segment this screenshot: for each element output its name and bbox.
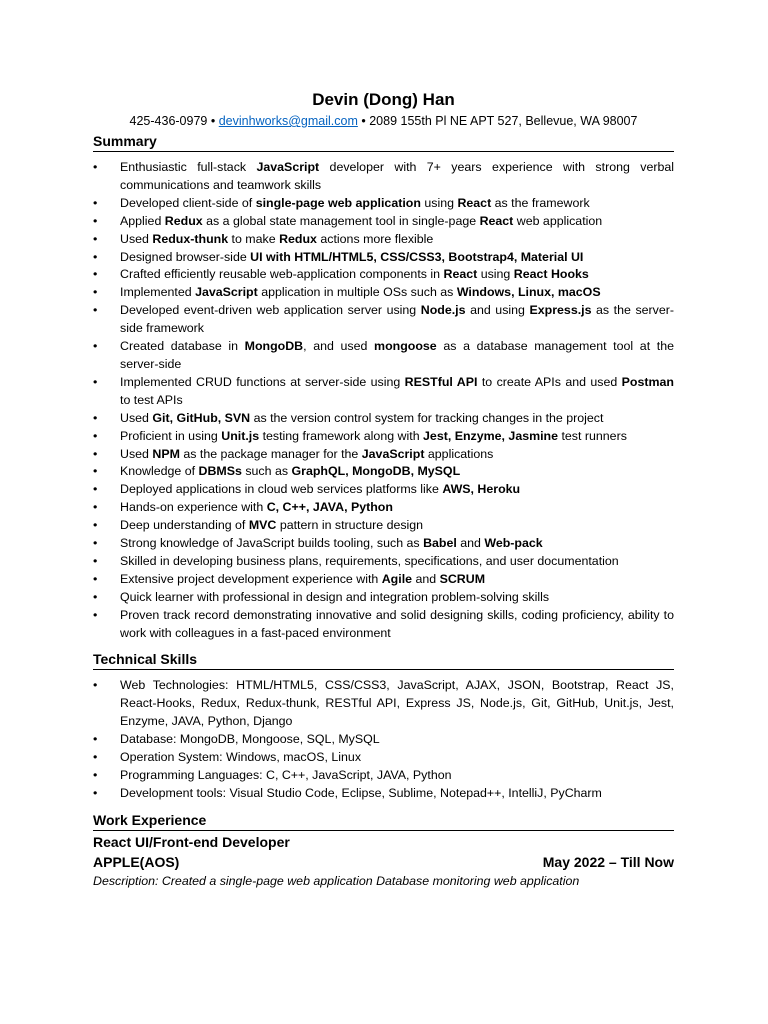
bullet-icon: •	[93, 410, 98, 425]
resume-name: Devin (Dong) Han	[312, 90, 455, 109]
bullet-text-bold: C, C++, JAVA, Python	[266, 500, 393, 515]
bullet-text: Created database in	[120, 339, 245, 354]
bullet-icon: •	[93, 303, 98, 318]
bullet-text: Deep understanding of	[120, 518, 249, 533]
bullet-text: Development tools: Visual Studio Code, Eclipse, Sublime, Notepad++, IntelliJ, PyCharm	[120, 785, 602, 800]
bullet-text: such as	[241, 464, 292, 479]
bullet-text-bold: mongoose	[374, 339, 437, 354]
bullet-text-bold: Redux	[279, 231, 317, 246]
bullet-icon: •	[93, 249, 98, 264]
bullet-icon: •	[93, 195, 98, 210]
bullet-text: Developed event-driven web application server using	[120, 303, 421, 318]
bullet-icon: •	[93, 785, 98, 800]
bullet-text: using	[477, 267, 514, 282]
bullet-text: Database: MongoDB, Mongoose, SQL, MySQL	[120, 732, 380, 747]
bullet-text: to test APIs	[120, 392, 183, 407]
bullet-text-bold: UI with HTML/HTML5, CSS/CSS3, Bootstrap4, Material UI	[250, 249, 584, 264]
bullet-item	[93, 159, 674, 195]
bullet-item	[93, 249, 674, 267]
bullet-icon: •	[93, 518, 98, 533]
bullet-item	[93, 589, 674, 607]
bullet-text-bold: Git, GitHub, SVN	[152, 410, 251, 425]
bullet-icon: •	[93, 464, 98, 479]
bullet-text: and using	[465, 303, 530, 318]
bullet-text: Hands-on experience with	[120, 500, 267, 515]
bullet-text: test runners	[558, 428, 627, 443]
job-dates: May 2022 – Till Now	[542, 853, 674, 870]
bullet-item	[93, 785, 674, 803]
bullet-icon: •	[93, 607, 98, 622]
bullet-text: to create APIs and used	[477, 374, 622, 389]
bullet-text-bold: JavaScript	[195, 285, 258, 300]
bullet-item	[93, 446, 674, 464]
bullet-text: testing framework along with	[259, 428, 424, 443]
bullet-text-bold: MVC	[248, 518, 277, 533]
bullet-icon: •	[93, 589, 98, 604]
bullet-text-bold: JavaScript	[256, 160, 320, 174]
bullet-text-bold: Unit.js	[221, 428, 260, 443]
bullet-item	[93, 266, 674, 284]
bullet-text-bold: React	[457, 195, 492, 210]
bullet-item	[93, 428, 674, 446]
bullet-icon: •	[93, 732, 98, 747]
bullet-item	[93, 499, 674, 517]
bullet-icon: •	[93, 500, 98, 515]
bullet-text: developer with 7+ years experience with strong verbal communications and teamwork skills	[120, 160, 675, 192]
technical-skills-section	[93, 650, 674, 802]
bullet-icon: •	[93, 231, 98, 246]
bullet-text-bold: React Hooks	[513, 267, 589, 282]
work-experience-heading: Work Experience	[93, 811, 674, 831]
bullet-item	[93, 677, 674, 731]
bullet-item	[93, 195, 674, 213]
bullet-text: Skilled in developing business plans, requirements, specifications, and user documentation	[120, 553, 619, 568]
bullet-icon: •	[93, 213, 98, 228]
bullet-text: and	[412, 571, 440, 586]
bullet-text: Used	[120, 446, 153, 461]
bullet-item	[93, 213, 674, 231]
company-name: APPLE(AOS)	[93, 853, 180, 870]
bullet-text-bold: Agile	[381, 571, 413, 586]
bullet-icon: •	[93, 446, 98, 461]
bullet-text: web application	[513, 213, 603, 228]
bullet-icon: •	[93, 285, 98, 300]
bullet-text-bold: Babel	[423, 536, 457, 551]
bullet-text: Programming Languages: C, C++, JavaScript, JAVA, Python	[120, 768, 452, 782]
bullet-text-bold: single-page web application	[255, 195, 421, 210]
bullet-item	[93, 338, 674, 374]
contact-separator: •	[361, 114, 366, 128]
bullet-text: Implemented	[120, 285, 196, 300]
bullet-item	[93, 284, 674, 302]
bullet-item	[93, 463, 674, 481]
bullet-text-bold: Windows, Linux, macOS	[456, 285, 601, 300]
bullet-text: Enthusiastic full-stack	[120, 160, 257, 174]
bullet-item	[93, 410, 674, 428]
bullet-text: Designed browser-side	[120, 249, 251, 264]
bullet-item	[93, 231, 674, 249]
bullet-text: Proficient in using	[120, 428, 222, 443]
bullet-text: Knowledge of	[120, 464, 199, 479]
bullet-text-bold: Jest, Enzyme, Jasmine	[423, 428, 559, 443]
bullet-item	[93, 749, 674, 767]
bullet-icon: •	[93, 768, 98, 782]
bullet-text-bold: Redux	[164, 213, 203, 228]
bullet-icon: •	[93, 553, 98, 568]
bullet-text: as the version control system for tracking changes in the project	[250, 410, 604, 425]
bullet-item	[93, 571, 674, 589]
company-row	[93, 852, 674, 872]
bullet-item	[93, 302, 674, 338]
bullet-text-bold: Node.js	[420, 303, 466, 318]
bullet-icon: •	[93, 536, 98, 551]
bullet-text: Quick learner with professional in design and integration problem-solving skills	[120, 589, 550, 604]
bullet-text-bold: JavaScript	[361, 446, 425, 461]
bullet-text: Used	[120, 231, 153, 246]
bullet-text-bold: RESTful API	[404, 374, 478, 389]
phone-number: 425-436-0979	[129, 114, 208, 128]
bullet-text: Crafted efficiently reusable web-application components in	[120, 267, 444, 282]
bullet-icon: •	[93, 482, 98, 497]
bullet-text: Operation System: Windows, macOS, Linux	[120, 750, 362, 765]
bullet-text-bold: NPM	[152, 446, 180, 461]
bullet-text: using	[420, 195, 458, 210]
bullet-icon: •	[93, 267, 98, 282]
bullet-text: as the framework	[491, 195, 590, 210]
job-title: React UI/Front-end Developer	[93, 833, 290, 850]
job-description: Description: Created a single-page web application Database monitoring web application	[93, 873, 580, 888]
bullet-text: Used	[120, 410, 153, 425]
contact-separator: •	[210, 114, 216, 128]
bullet-icon: •	[93, 678, 98, 693]
bullet-text-bold: MongoDB	[244, 339, 304, 354]
email-link[interactable]: devinhworks@gmail.com	[218, 114, 358, 128]
bullet-icon: •	[93, 428, 98, 443]
bullet-text: pattern in structure design	[276, 518, 424, 533]
bullet-text: as the package manager for the	[179, 446, 362, 461]
bullet-text: actions more flexible	[316, 231, 434, 246]
skills-list	[93, 677, 674, 802]
bullet-text-bold: GraphQL, MongoDB, MySQL	[291, 464, 461, 479]
address: 2089 155th Pl NE APT 527, Bellevue, WA 98007	[369, 114, 638, 128]
bullet-text-bold: SCRUM	[439, 571, 486, 586]
bullet-text-bold: Postman	[621, 374, 674, 389]
bullet-text: application in multiple OSs such as	[257, 285, 457, 300]
bullet-text: applications	[424, 446, 494, 461]
bullet-text-bold: React	[479, 213, 514, 228]
bullet-icon: •	[93, 571, 98, 586]
summary-list	[93, 159, 674, 642]
bullet-item	[93, 607, 674, 643]
bullet-text: , and used	[303, 339, 375, 354]
bullet-icon: •	[93, 339, 98, 354]
bullet-icon: •	[93, 160, 98, 174]
bullet-item	[93, 553, 674, 571]
bullet-icon: •	[93, 750, 98, 765]
bullet-text: Implemented CRUD functions at server-side using	[120, 374, 405, 389]
bullet-text: Web Technologies: HTML/HTML5, CSS/CSS3, JavaScript, AJAX, JSON, Bootstrap, React JS, React-Hooks, Redux, Redux-thunk, RESTful API, Express JS, Node.js, Git, GitHub, Unit.js, Jest, Enzyme, JAVA, Python, Django	[120, 678, 674, 729]
bullet-item	[93, 535, 674, 553]
technical-skills-heading: Technical Skills	[93, 650, 674, 670]
bullet-text: Developed client-side of	[120, 195, 256, 210]
bullet-text: as a database management tool at the server-side	[120, 339, 675, 371]
bullet-text: Strong knowledge of JavaScript builds tooling, such as	[120, 536, 424, 551]
resume-content	[93, 88, 674, 890]
contact-line	[93, 112, 674, 130]
bullet-text: to make	[228, 231, 280, 246]
bullet-icon: •	[93, 374, 98, 389]
summary-heading: Summary	[93, 132, 674, 152]
work-experience-section	[93, 811, 674, 890]
bullet-text-bold: Web-pack	[484, 536, 543, 551]
summary-section	[93, 132, 674, 642]
bullet-item	[93, 731, 674, 749]
bullet-text: Applied	[120, 213, 165, 228]
bullet-text-bold: DBMSs	[198, 464, 242, 479]
bullet-text-bold: React	[443, 267, 478, 282]
bullet-text: as the server-side framework	[120, 303, 674, 336]
bullet-text: Deployed applications in cloud web services platforms like	[120, 482, 443, 497]
bullet-text-bold: Redux-thunk	[152, 231, 229, 246]
bullet-item	[93, 517, 674, 535]
bullet-text-bold: Express.js	[529, 303, 592, 318]
bullet-item	[93, 481, 674, 499]
bullet-item	[93, 374, 674, 410]
bullet-text: Extensive project development experience with	[120, 571, 382, 586]
bullet-text: Proven track record demonstrating innovative and solid designing skills, coding proficiency, ability to work with colleagues in a fast-paced environment	[120, 607, 674, 640]
bullet-text: as a global state management tool in single-page	[202, 213, 480, 228]
bullet-item	[93, 767, 674, 785]
bullet-text-bold: AWS, Heroku	[442, 482, 521, 497]
bullet-text: and	[456, 536, 485, 551]
